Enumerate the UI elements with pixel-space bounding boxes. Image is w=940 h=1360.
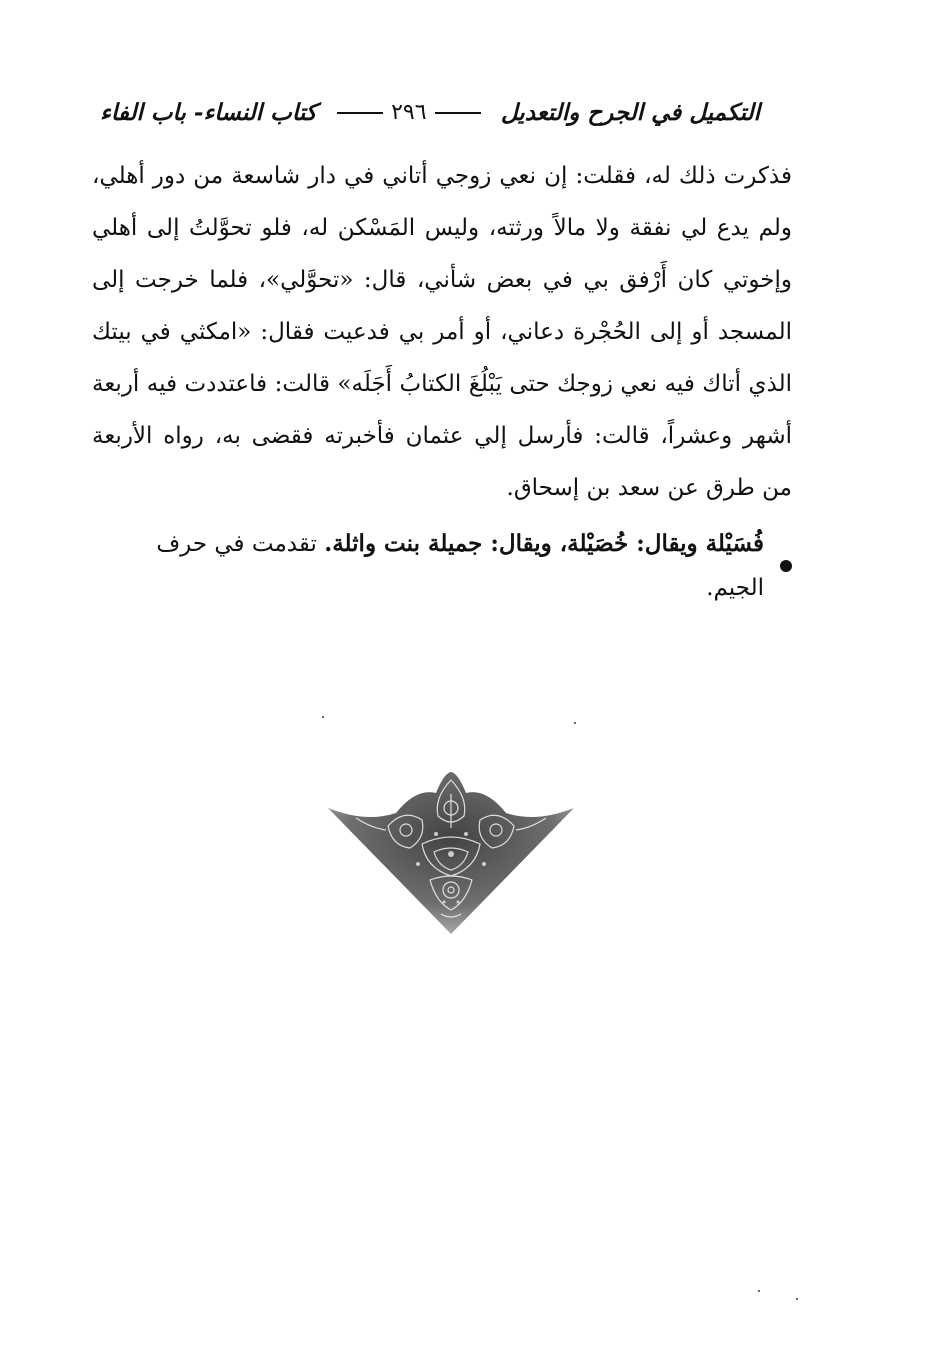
header-dash bbox=[337, 112, 383, 114]
floral-ornament-icon bbox=[326, 768, 576, 938]
scan-speck bbox=[796, 1298, 798, 1300]
main-paragraph bbox=[92, 150, 792, 514]
scan-speck bbox=[574, 722, 576, 724]
page-number: ٢٩٦ bbox=[329, 100, 488, 125]
entry-name: فُسَيْلة ويقال: خُصَيْلة، ويقال: جميلة بنت واثلة. bbox=[324, 530, 764, 557]
paragraph-text: فذكرت ذلك له، فقلت: إن نعي زوجي أتاني في دار شاسعة من دور أهلي، ولم يدع لي نفقة ولا مالاً ورثته، وليس المَسْكن له، فلو تحوَّلتُ إلى أهلي وإخوتي كان أَرْفق بي في بعض شأني، قال: «تحوَّلي»، فلما خرجت إلى المسجد أو إلى الحُجْرة دعاني، أو أمر بي فدعيت فقال: «امكثي في بيتك الذي أتاك فيه نعي زوجك حتى يَبْلُغَ الكتابُ أَجَلَه» قالت: فاعتددت فيه أربعة أشهر وعشراً، قالت: فأرسل إلي عثمان فأخبرته فقضى به، رواه الأربعة من طرق عن سعد بن إسحاق. bbox=[92, 163, 792, 501]
bullet-icon bbox=[780, 560, 792, 572]
chapter-title: كتاب النساء- باب الفاء bbox=[100, 98, 317, 126]
entry-note: تقدمت في حرف الجيم. bbox=[156, 531, 764, 601]
scan-speck bbox=[758, 1290, 760, 1292]
entry-item bbox=[92, 522, 792, 610]
scan-speck bbox=[322, 716, 324, 718]
running-header bbox=[100, 92, 760, 132]
header-dash bbox=[435, 112, 481, 114]
book-title: التكميل في الجرح والتعديل bbox=[500, 98, 760, 126]
